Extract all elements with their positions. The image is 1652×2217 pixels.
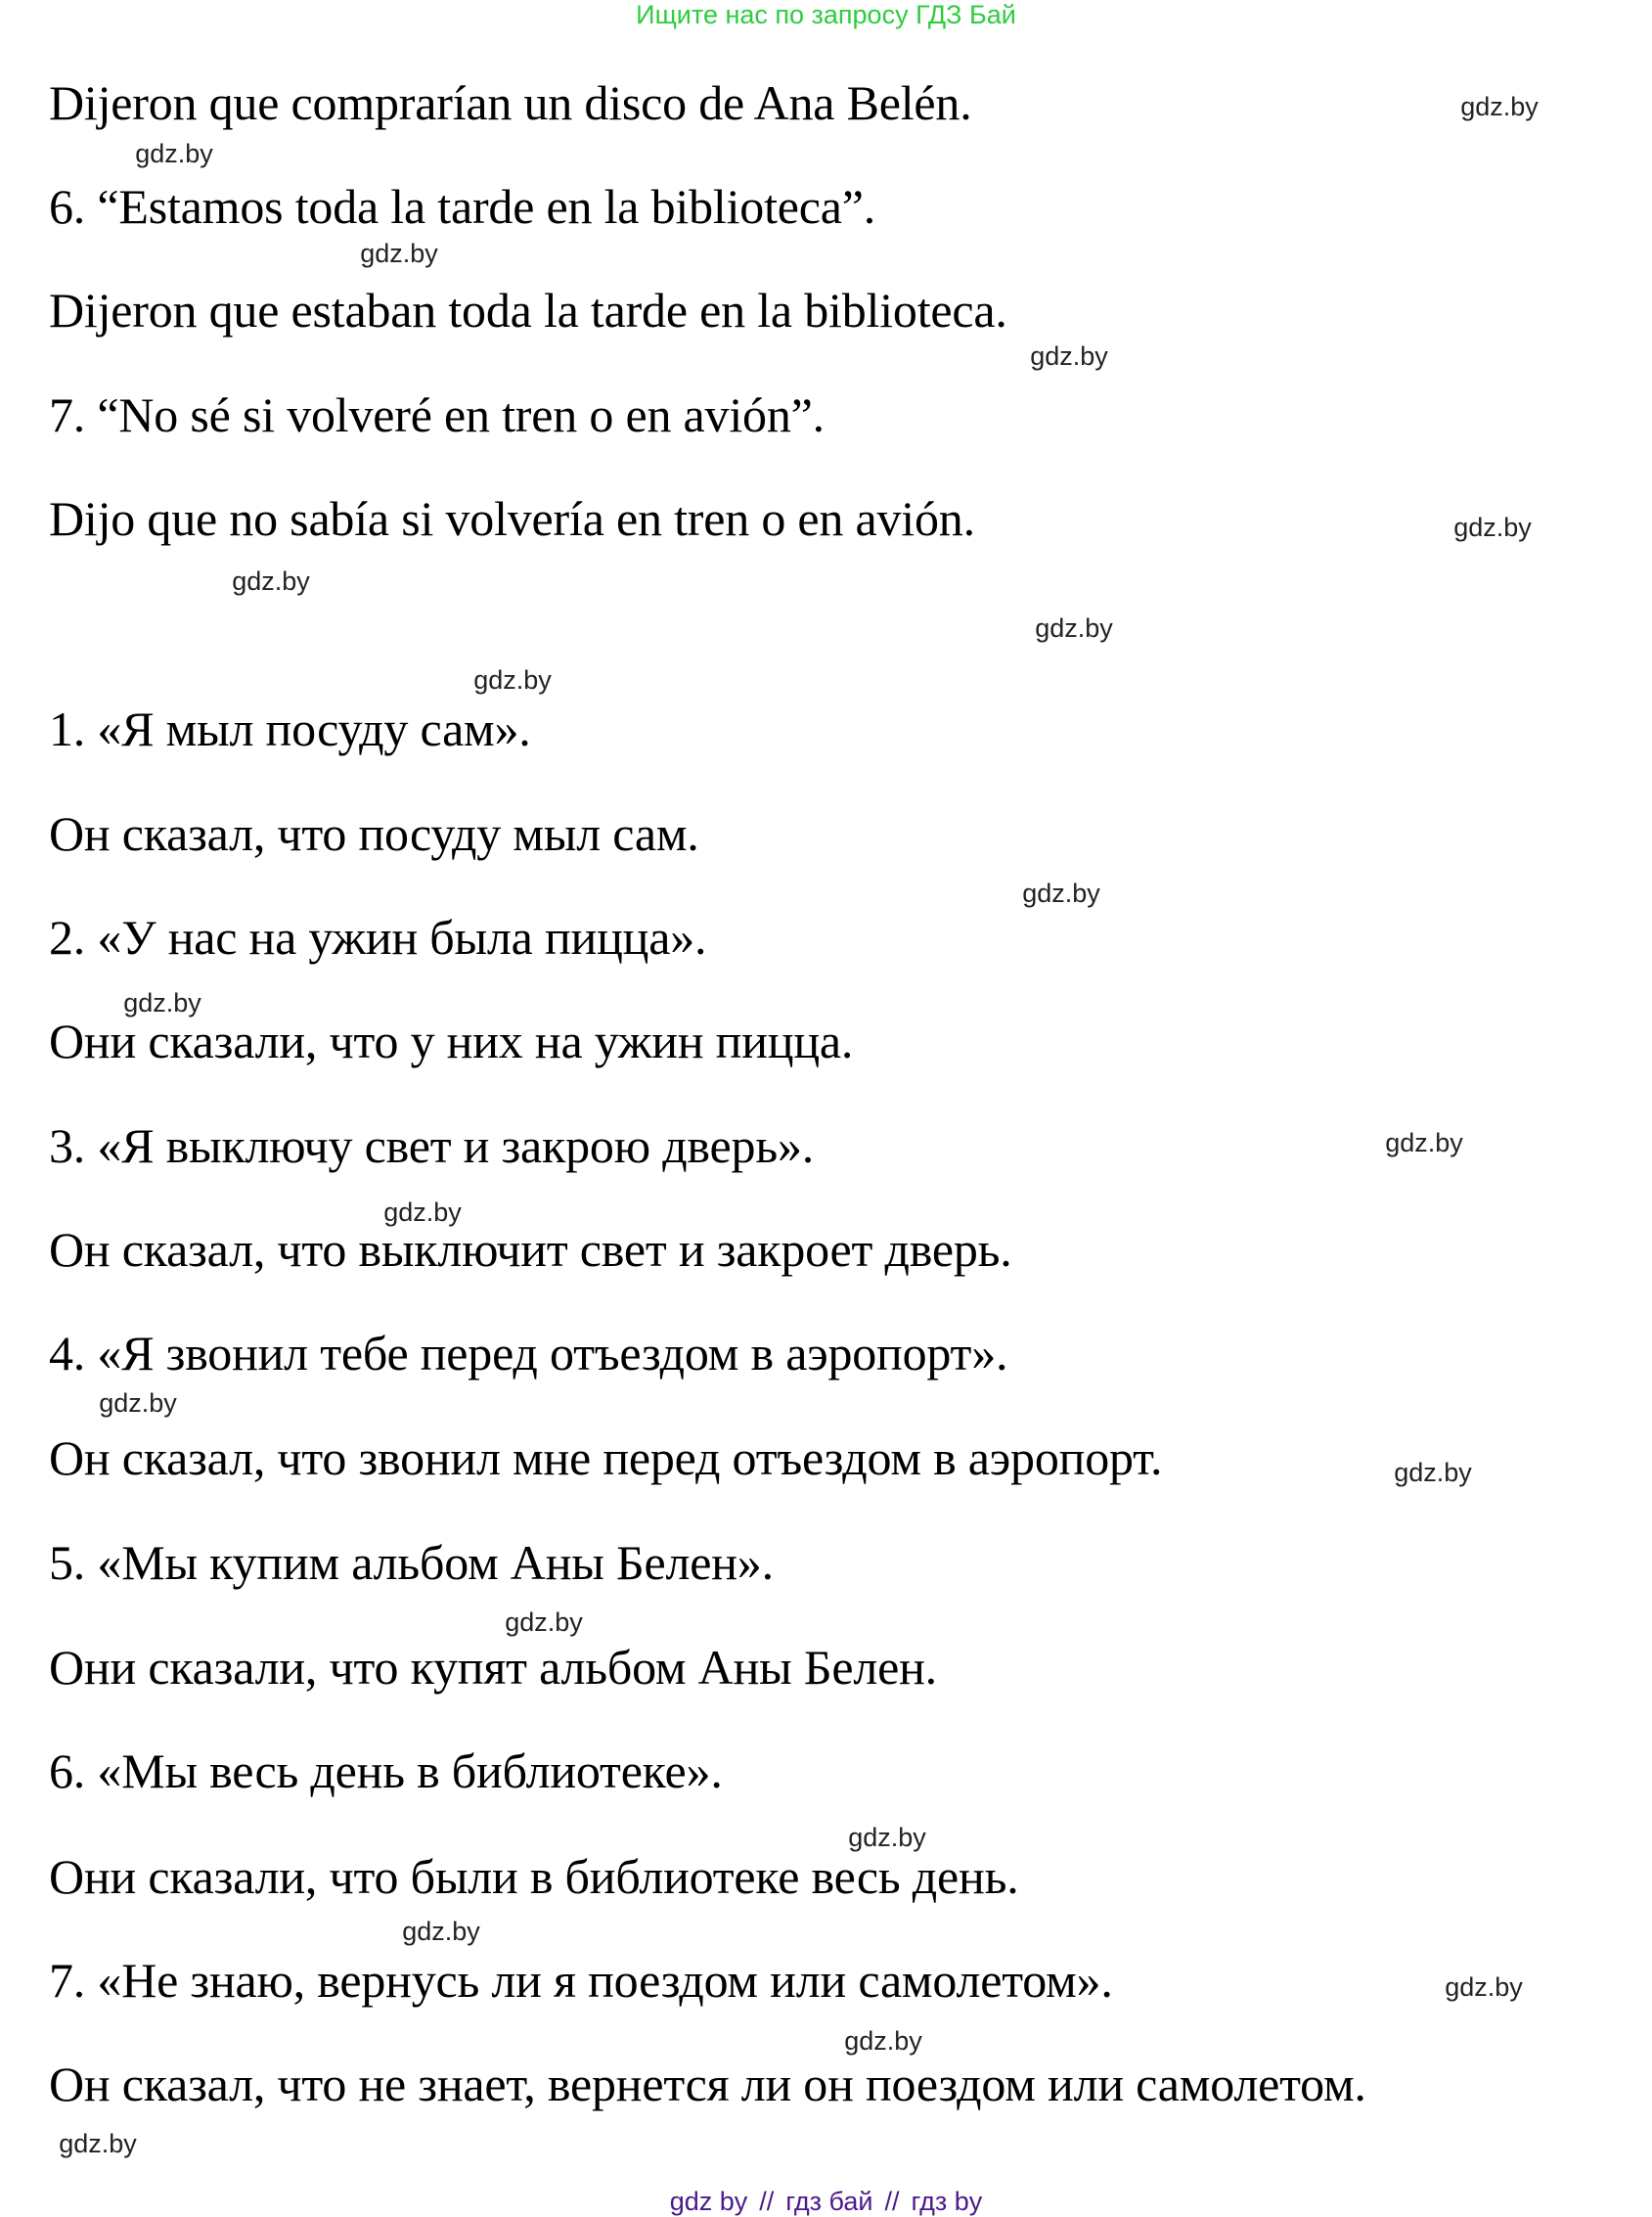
watermark: gdz.by — [1030, 341, 1108, 371]
text-line: Он сказал, что не знает, вернется ли он поездом или самолетом. — [49, 2057, 1366, 2111]
watermark: gdz.by — [505, 1607, 583, 1637]
watermark: gdz.by — [1460, 92, 1539, 121]
watermark: gdz.by — [123, 988, 201, 1018]
text-line: Они сказали, что были в библиотеке весь день. — [49, 1849, 1019, 1904]
text-line: Dijo que no sabía si volvería en tren o en avión. — [49, 491, 975, 546]
watermark: gdz.by — [1445, 1972, 1523, 2002]
text-line: Они сказали, что у них на ужин пицца. — [49, 1014, 854, 1068]
text-line: 3. «Я выключу свет и закрою дверь». — [49, 1118, 815, 1173]
text-line: 5. «Мы купим альбом Аны Белен». — [49, 1535, 774, 1590]
text-line: Dijeron que estaban toda la tarde en la biblioteca. — [49, 283, 1007, 338]
watermark: gdz.by — [1022, 879, 1100, 908]
watermark: gdz.by — [844, 2026, 922, 2056]
text-line: Он сказал, что выключит свет и закроет дверь. — [49, 1222, 1012, 1277]
watermark: gdz.by — [402, 1917, 480, 1946]
text-line: Они сказали, что купят альбом Аны Белен. — [49, 1640, 937, 1695]
footer-link-gdz-by[interactable]: gdz by — [669, 2187, 748, 2216]
search-hint-banner: Ищите нас по запросу ГДЗ Бай — [636, 0, 1016, 29]
watermark: gdz.by — [848, 1823, 926, 1852]
text-line: Dijeron que comprarían un disco de Ana Belén. — [49, 75, 972, 130]
watermark: gdz.by — [1035, 613, 1113, 643]
watermark: gdz.by — [383, 1198, 462, 1227]
watermark: gdz.by — [1453, 513, 1532, 542]
watermark: gdz.by — [59, 2129, 137, 2158]
watermark: gdz.by — [99, 1388, 177, 1418]
watermark: gdz.by — [473, 665, 552, 695]
text-line: 7. «Не знаю, вернусь ли я поездом или самолетом». — [49, 1953, 1113, 2008]
watermark: gdz.by — [1394, 1458, 1472, 1487]
watermark: gdz.by — [232, 566, 310, 596]
watermark: gdz.by — [360, 239, 438, 268]
text-line: Он сказал, что звонил мне перед отъездом в аэропорт. — [49, 1430, 1163, 1485]
text-line: 2. «У нас на ужин была пицца». — [49, 910, 707, 965]
text-line: 7. “No sé si volveré en tren o en avión”. — [49, 387, 825, 442]
footer-separator: // — [759, 2187, 775, 2216]
watermark: gdz.by — [135, 139, 213, 168]
footer-brand — [0, 2188, 1652, 2217]
text-line: 1. «Я мыл посуду сам». — [49, 701, 531, 756]
footer-link-gdz-bai[interactable]: гдз бай — [785, 2187, 873, 2216]
text-line: 4. «Я звонил тебе перед отъездом в аэропорт». — [49, 1326, 1008, 1380]
text-line: 6. “Estamos toda la tarde en la biblioteca”. — [49, 179, 876, 234]
footer-separator: // — [884, 2187, 900, 2216]
text-line: Он сказал, что посуду мыл сам. — [49, 806, 699, 861]
watermark: gdz.by — [1385, 1128, 1463, 1157]
text-line: 6. «Мы весь день в библиотеке». — [49, 1743, 723, 1798]
footer-link-gdz-by-cyr[interactable]: гдз by — [911, 2187, 983, 2216]
